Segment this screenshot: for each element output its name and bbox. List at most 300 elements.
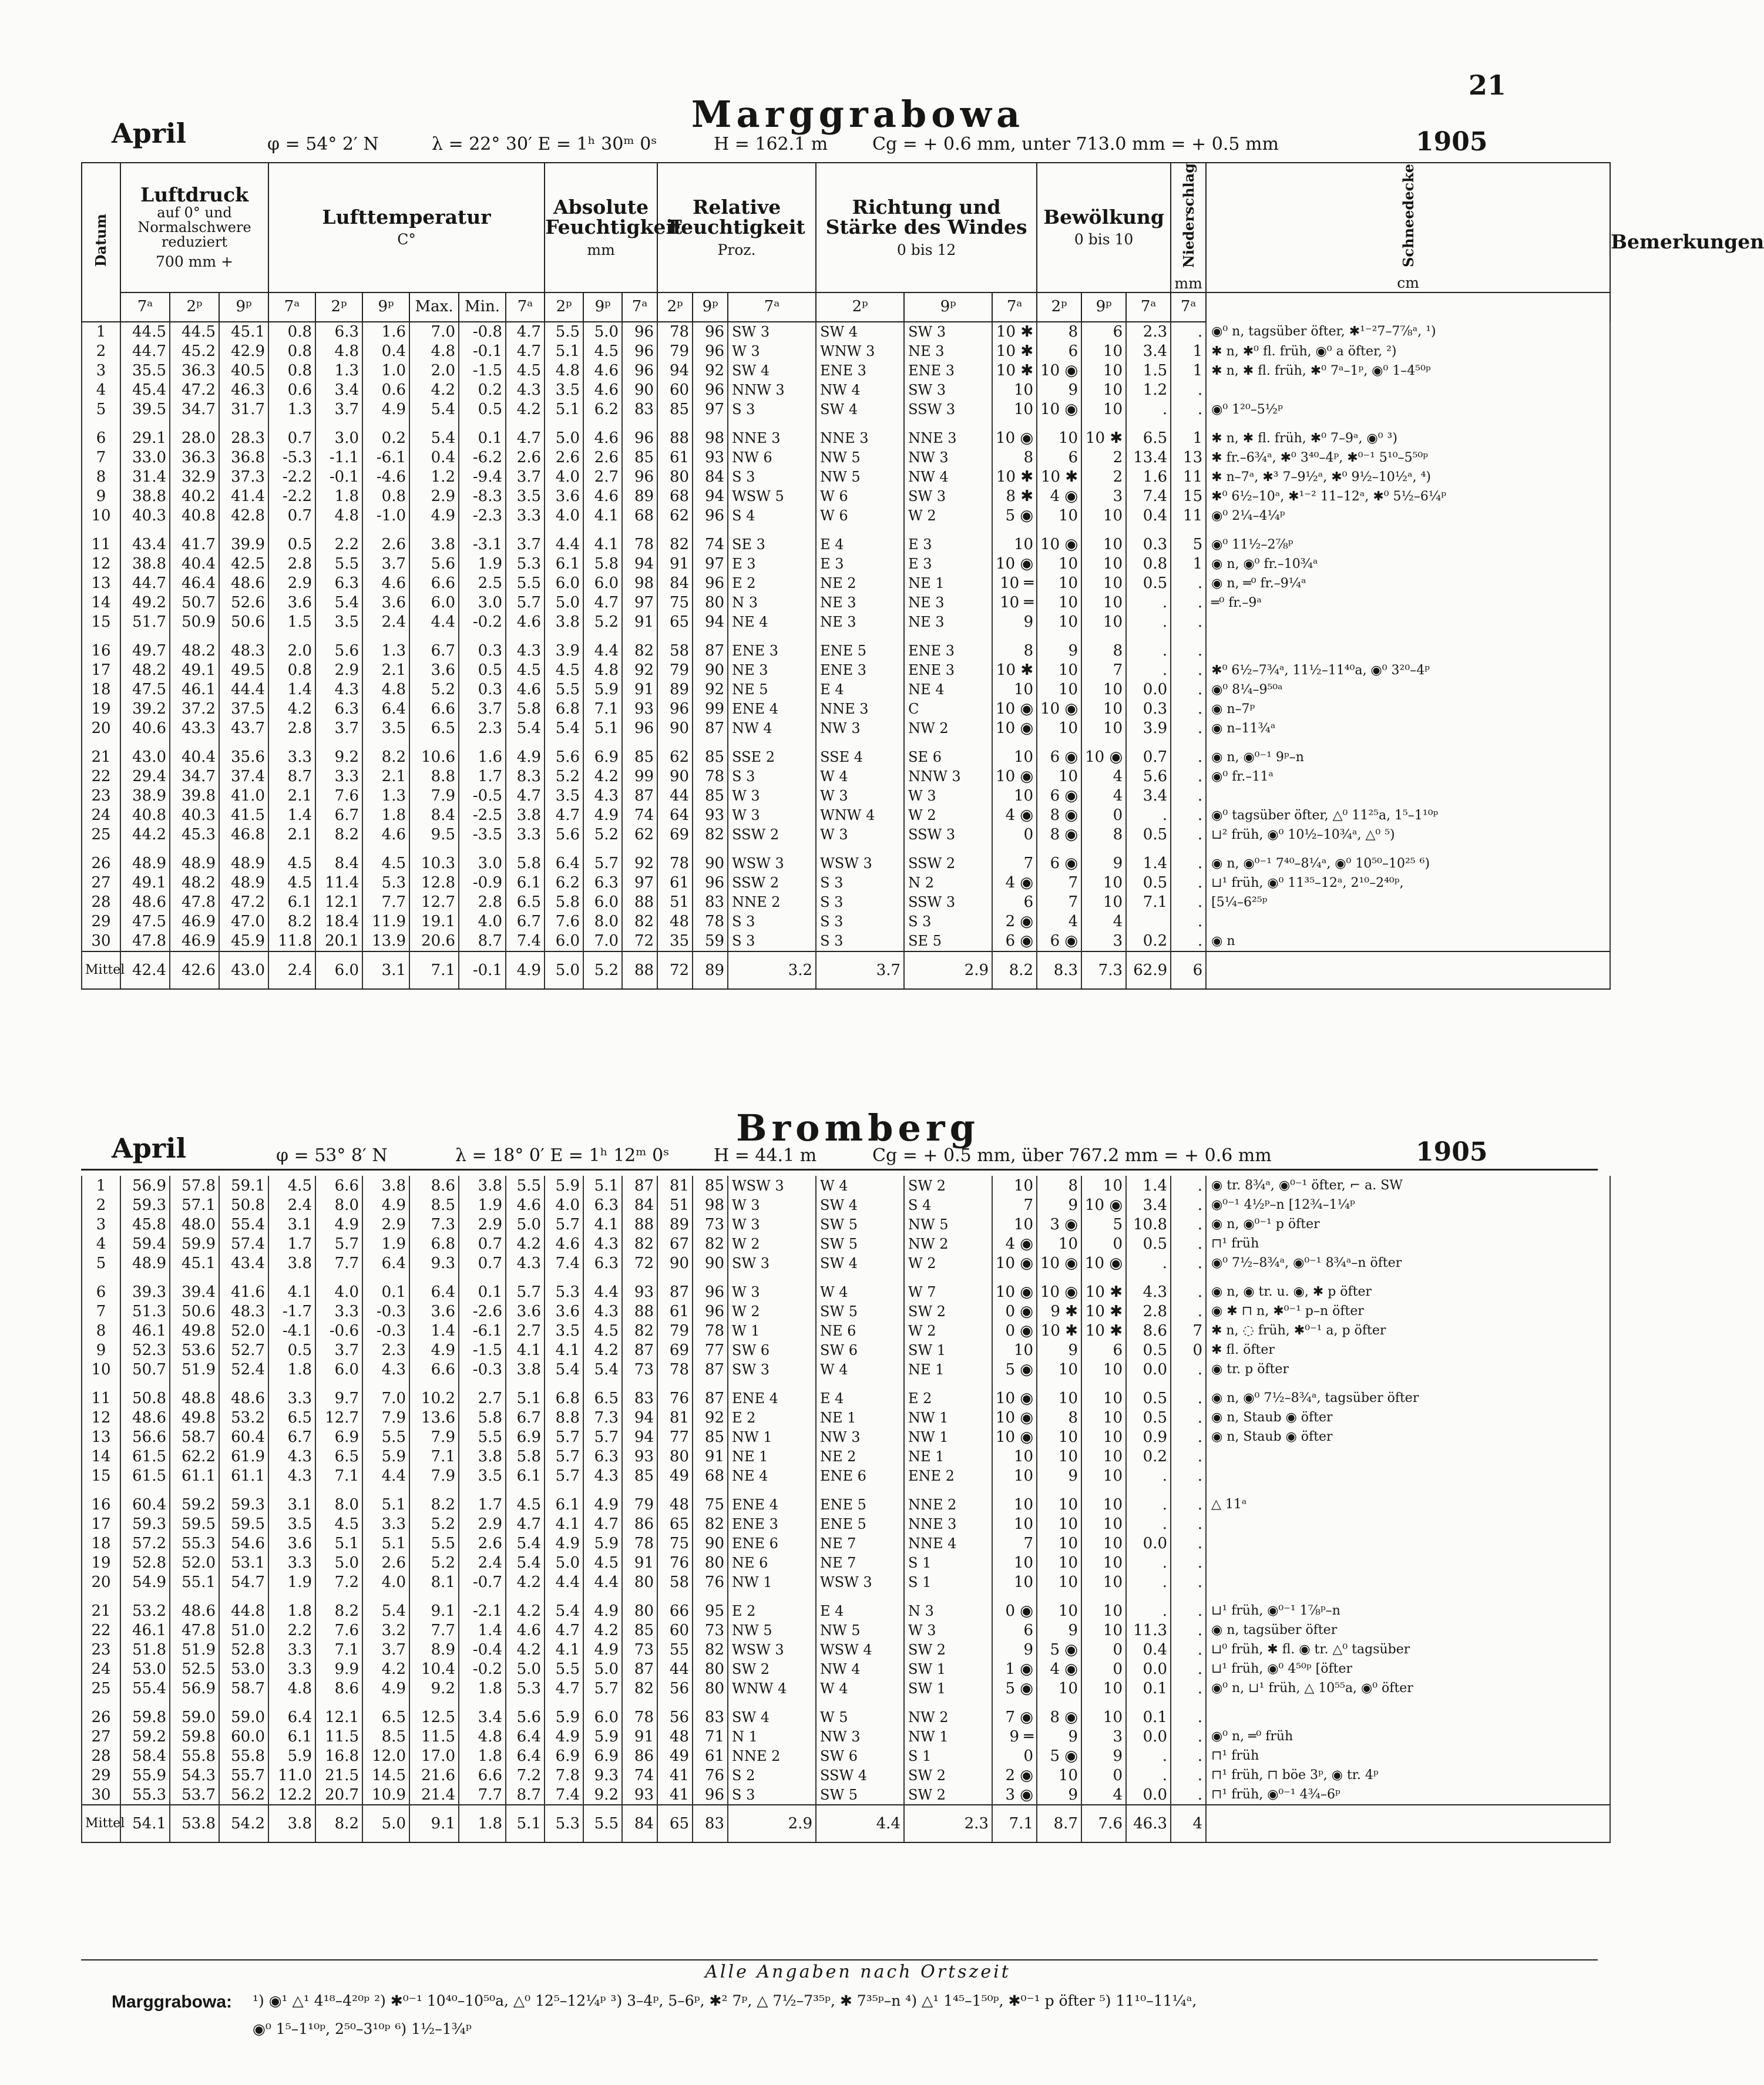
cloud-9p-cell: 10 xyxy=(1081,1679,1126,1698)
pressure-2p-cell: 46.4 xyxy=(170,574,219,593)
rel-hum-9p-cell: 78 xyxy=(693,912,728,931)
pressure-9p-cell: 54.6 xyxy=(219,1534,268,1553)
pressure-9p-cell: 41.6 xyxy=(219,1273,268,1302)
temp-9p-cell: 3.3 xyxy=(362,1514,409,1534)
temp-2p-cell: 2.2 xyxy=(315,526,362,554)
temp-9p-cell: 5.9 xyxy=(362,1447,409,1466)
temp-max-cell: 2.0 xyxy=(409,361,459,381)
day-cell: 22 xyxy=(82,1620,120,1640)
temp-2p-cell: 3.3 xyxy=(315,767,362,786)
temp-7a-cell: 3.6 xyxy=(268,1534,315,1553)
rel-hum-2p-cell: 90 xyxy=(657,1253,693,1273)
wind-9p-cell: NE 1 xyxy=(904,1447,992,1466)
cloud-7a-cell: 10 ═ xyxy=(992,593,1037,613)
abs-hum-2p-cell: 5.7 xyxy=(545,1466,583,1485)
temp-2p-cell: 3.7 xyxy=(315,1340,362,1360)
remarks-cell xyxy=(1206,912,1610,931)
wind-7a-cell: NNE 2 xyxy=(728,893,816,912)
snow-depth-cell: . xyxy=(1171,738,1206,767)
cloud-2p-cell: 10 ◉ xyxy=(1037,700,1081,719)
abs-hum-2p-cell: 6.2 xyxy=(545,873,583,893)
day-cell: 11 xyxy=(82,526,120,554)
cloud-9p-cell: 10 xyxy=(1081,506,1126,526)
wind-2p-cell: ENE 3 xyxy=(816,361,904,381)
snow-depth-cell: 5 xyxy=(1171,526,1206,554)
pressure-7a-cell: 59.4 xyxy=(120,1234,170,1253)
cloud-9p-cell: 0 xyxy=(1081,806,1126,825)
wind-9p-cell: ENE 3 xyxy=(904,361,992,381)
precipitation-cell: 10.8 xyxy=(1126,1215,1171,1234)
abs-hum-2p-cell: 4.6 xyxy=(545,1234,583,1253)
cloud-7a-cell: 9 ═ xyxy=(992,1727,1037,1746)
temp-7a-cell: 1.9 xyxy=(268,1572,315,1592)
abs-hum-2p-cell: 3.8 xyxy=(545,613,583,632)
cloud-9p-cell: 10 xyxy=(1081,381,1126,400)
temp-2p-cell: 20.1 xyxy=(315,931,362,951)
abs-hum-7a-cell: 5.0 xyxy=(506,1215,545,1234)
wind-7a-cell: WSW 3 xyxy=(728,1640,816,1659)
rel-hum-7a-cell: 84 xyxy=(622,1805,657,1842)
temp-min-cell: -0.3 xyxy=(459,1360,506,1379)
remarks-cell: ◉⁰ n, ⊔¹ früh, △ 10⁵⁵a, ◉⁰ öfter xyxy=(1206,1679,1610,1698)
wind-2p-cell: W 4 xyxy=(816,1679,904,1698)
pressure-2p-cell: 46.9 xyxy=(170,912,219,931)
snow-depth-cell: . xyxy=(1171,1553,1206,1572)
cloud-9p-cell: 3 xyxy=(1081,487,1126,506)
pressure-2p-cell: 50.7 xyxy=(170,593,219,613)
temp-9p-cell: 3.8 xyxy=(362,1176,409,1195)
precipitation-cell: 2.8 xyxy=(1126,1302,1171,1321)
wind-9p-cell: ENE 3 xyxy=(904,661,992,680)
temp-9p-cell: 6.4 xyxy=(362,1253,409,1273)
wind-7a-cell: N 3 xyxy=(728,593,816,613)
temp-min-cell: 2.3 xyxy=(459,719,506,738)
table-row xyxy=(82,554,1610,574)
cloud-9p-cell: 10 xyxy=(1081,1447,1126,1466)
cloud-2p-cell: 10 xyxy=(1037,574,1081,593)
table-row xyxy=(82,1698,1610,1727)
temp-max-cell: 7.7 xyxy=(409,1620,459,1640)
pressure-2p-cell: 51.9 xyxy=(170,1640,219,1659)
rel-hum-7a-cell: 85 xyxy=(622,448,657,468)
remarks-cell: ✱ n, ✱ fl. früh, ✱⁰ 7–9ᵃ, ◉⁰ ³) xyxy=(1206,419,1610,448)
remarks-cell: ✱ fr.–6¾ᵃ, ✱⁰ 3⁴⁰–4ᵖ, ✱⁰⁻¹ 5¹⁰–5⁵⁰ᵖ xyxy=(1206,448,1610,468)
temp-min-cell: -0.5 xyxy=(459,786,506,806)
remarks-cell: ═⁰ fr.–9ᵃ xyxy=(1206,593,1610,613)
rel-hum-7a-cell: 87 xyxy=(622,1340,657,1360)
rel-hum-9p-cell: 98 xyxy=(693,419,728,448)
cloud-7a-cell: 10 xyxy=(992,1447,1037,1466)
gravity-correction: Cg = + 0.6 mm, unter 713.0 mm = + 0.5 mm xyxy=(872,134,1279,154)
abs-hum-9p-cell: 6.5 xyxy=(583,1379,622,1408)
pressure-7a-cell: 48.6 xyxy=(120,1408,170,1427)
abs-hum-2p-cell: 6.8 xyxy=(545,700,583,719)
station-height: H = 44.1 m xyxy=(714,1145,817,1166)
cloud-7a-cell: 1 ◉ xyxy=(992,1659,1037,1679)
rel-hum-2p-cell: 72 xyxy=(657,951,693,989)
temp-max-cell: 10.6 xyxy=(409,738,459,767)
table-row xyxy=(82,1379,1610,1408)
wind-9p-cell: NW 5 xyxy=(904,1215,992,1234)
remarks-cell: ◉ n xyxy=(1206,931,1610,951)
cloud-9p-cell: 5 xyxy=(1081,1215,1126,1234)
wind-2p-cell: NW 5 xyxy=(816,448,904,468)
pressure-9p-cell: 46.3 xyxy=(219,381,268,400)
pressure-2p-cell: 54.3 xyxy=(170,1765,219,1785)
schneedecke-header: Schneedecke cm xyxy=(1206,163,1610,292)
wind-2p-cell: WSW 4 xyxy=(816,1640,904,1659)
cloud-2p-cell: 8 ◉ xyxy=(1037,806,1081,825)
cloud-9p-cell: 10 xyxy=(1081,400,1126,419)
remarks-cell: ⊓¹ früh xyxy=(1206,1234,1610,1253)
abs-hum-7a-cell: 4.6 xyxy=(506,1195,545,1215)
temp-2p-cell: 7.6 xyxy=(315,1620,362,1640)
temp-9p-cell: 7.0 xyxy=(362,1379,409,1408)
wind-2p-cell: WSW 3 xyxy=(816,1572,904,1592)
temp-7a-cell: 4.8 xyxy=(268,1679,315,1698)
pressure-7a-cell: 48.9 xyxy=(120,1253,170,1273)
cloud-7a-cell: 9 xyxy=(992,613,1037,632)
rel-hum-9p-cell: 80 xyxy=(693,1659,728,1679)
pressure-2p-cell: 32.9 xyxy=(170,468,219,487)
day-cell: 29 xyxy=(82,912,120,931)
day-cell: 17 xyxy=(82,1514,120,1534)
cloud-2p-cell: 7 xyxy=(1037,893,1081,912)
pressure-9p-cell: 60.4 xyxy=(219,1427,268,1447)
day-cell: 17 xyxy=(82,661,120,680)
temp-7a-cell: -1.7 xyxy=(268,1302,315,1321)
abs-hum-2p-cell: 4.4 xyxy=(545,526,583,554)
precipitation-cell: 1.4 xyxy=(1126,1176,1171,1195)
temp-7a-cell: 3.3 xyxy=(268,1640,315,1659)
cloud-2p-cell: 10 ◉ xyxy=(1037,361,1081,381)
wind-9p-cell: NW 2 xyxy=(904,1698,992,1727)
precipitation-cell: . xyxy=(1126,400,1171,419)
pressure-7a-cell: 59.3 xyxy=(120,1514,170,1534)
cloud-7a-cell: 10 ◉ xyxy=(992,1253,1037,1273)
wind-9p-cell: NW 4 xyxy=(904,468,992,487)
cloud-9p-cell: 10 xyxy=(1081,719,1126,738)
snow-depth-cell: . xyxy=(1171,1379,1206,1408)
rel-hum-7a-cell: 96 xyxy=(622,468,657,487)
pressure-2p-cell: 48.8 xyxy=(170,1379,219,1408)
rel-hum-9p-cell: 73 xyxy=(693,1215,728,1234)
wind-9p-cell: S 3 xyxy=(904,912,992,931)
wind-2p-cell: NE 2 xyxy=(816,574,904,593)
rel-hum-2p-cell: 84 xyxy=(657,574,693,593)
temp-9p-cell: 3.2 xyxy=(362,1620,409,1640)
cloud-7a-cell: 8.2 xyxy=(992,951,1037,989)
pressure-9p-cell: 45.1 xyxy=(219,322,268,342)
station-title-marggrabowa: Marggrabowa xyxy=(691,93,1025,136)
rel-hum-9p-cell: 61 xyxy=(693,1746,728,1765)
temp-2p-cell: 1.8 xyxy=(315,487,362,506)
cloud-2p-cell: 8.7 xyxy=(1037,1805,1081,1842)
rel-hum-9p-cell: 68 xyxy=(693,1466,728,1485)
wind-2p-cell: SW 4 xyxy=(816,1195,904,1215)
precipitation-cell: . xyxy=(1126,1466,1171,1485)
cloud-2p-cell: 10 xyxy=(1037,661,1081,680)
abs-hum-2p-cell: 4.7 xyxy=(545,1620,583,1640)
snow-depth-cell: . xyxy=(1171,1485,1206,1514)
abs-hum-7a-cell: 4.2 xyxy=(506,400,545,419)
abs-hum-9p-cell: 7.1 xyxy=(583,700,622,719)
temp-7a-cell: 8.7 xyxy=(268,767,315,786)
temp-min-cell: 3.4 xyxy=(459,1698,506,1727)
wind-2p-cell: E 3 xyxy=(816,554,904,574)
rel-hum-2p-cell: 89 xyxy=(657,680,693,700)
wind-7a-cell: NW 6 xyxy=(728,448,816,468)
temp-max-cell: 8.9 xyxy=(409,1640,459,1659)
wind-9p-cell: NE 4 xyxy=(904,680,992,700)
rel-hum-2p-cell: 80 xyxy=(657,1447,693,1466)
pressure-7a-cell: 47.8 xyxy=(120,931,170,951)
remarks-cell: [5¼–6²⁵ᵖ xyxy=(1206,893,1610,912)
table-row xyxy=(82,1273,1610,1302)
precipitation-cell: 0.4 xyxy=(1126,1640,1171,1659)
precipitation-cell: 0.2 xyxy=(1126,931,1171,951)
pressure-7a-cell: 52.3 xyxy=(120,1340,170,1360)
wind-9p-cell: SW 2 xyxy=(904,1302,992,1321)
precipitation-cell: 1.2 xyxy=(1126,381,1171,400)
temp-9p-cell: -6.1 xyxy=(362,448,409,468)
wind-9p-cell: 2.9 xyxy=(904,951,992,989)
rel-hum-9p-cell: 82 xyxy=(693,825,728,845)
page-number: 21 xyxy=(1469,69,1507,101)
table-row xyxy=(82,1427,1610,1447)
rel-hum-7a-cell: 88 xyxy=(622,1302,657,1321)
abs-hum-2p-cell: 5.5 xyxy=(545,1659,583,1679)
pressure-7a-cell: 49.2 xyxy=(120,593,170,613)
pressure-2p-cell: 40.4 xyxy=(170,554,219,574)
precipitation-cell: 0.3 xyxy=(1126,700,1171,719)
temp-min-cell: -0.1 xyxy=(459,951,506,989)
pressure-2p-cell: 37.2 xyxy=(170,700,219,719)
pressure-9p-cell: 36.8 xyxy=(219,448,268,468)
precipitation-cell: 0.2 xyxy=(1126,1447,1171,1466)
cloud-9p-cell: 10 xyxy=(1081,1514,1126,1534)
day-cell: 21 xyxy=(82,738,120,767)
abs-hum-9p-cell: 4.7 xyxy=(583,593,622,613)
wind-7a-cell: SW 2 xyxy=(728,1659,816,1679)
cloud-2p-cell: 10 ✱ xyxy=(1037,1321,1081,1340)
abs-hum-9p-cell: 4.6 xyxy=(583,381,622,400)
remarks-cell: ✱⁰ 6½–10ᵃ, ✱¹⁻² 11–12ᵃ, ✱⁰ 5½–6¼ᵖ xyxy=(1206,487,1610,506)
luftdruck-header: Luftdruck auf 0° und Normalschwere reduziert 700 mm + xyxy=(120,163,268,292)
table-row xyxy=(82,1408,1610,1427)
rel-hum-7a-cell: 97 xyxy=(622,873,657,893)
temp-2p-cell: 6.0 xyxy=(315,1360,362,1379)
temp-max-cell: 8.6 xyxy=(409,1176,459,1195)
pressure-7a-cell: 49.7 xyxy=(120,632,170,661)
wind-2p-cell: E 4 xyxy=(816,1592,904,1620)
cloud-2p-cell: 10 ◉ xyxy=(1037,1253,1081,1273)
remarks-cell: ⊓¹ früh xyxy=(1206,1746,1610,1765)
temp-9p-cell: 3.7 xyxy=(362,554,409,574)
temp-min-cell: 1.8 xyxy=(459,1746,506,1765)
temp-max-cell: 4.8 xyxy=(409,342,459,361)
cloud-7a-cell: 0 ◉ xyxy=(992,1592,1037,1620)
wind-9p-cell: SW 3 xyxy=(904,322,992,342)
wind-7a-cell: N 1 xyxy=(728,1727,816,1746)
temp-9p-cell: 5.5 xyxy=(362,1427,409,1447)
abs-hum-9p-cell: 4.2 xyxy=(583,767,622,786)
rel-hum-9p-cell: 96 xyxy=(693,873,728,893)
temp-9p-cell: 12.0 xyxy=(362,1746,409,1765)
wind-7a-cell: ENE 3 xyxy=(728,1514,816,1534)
table-row xyxy=(82,767,1610,786)
day-cell: 30 xyxy=(82,931,120,951)
cloud-2p-cell: 4 ◉ xyxy=(1037,487,1081,506)
temp-2p-cell: 21.5 xyxy=(315,1765,362,1785)
table-row xyxy=(82,632,1610,661)
temp-max-cell: 20.6 xyxy=(409,931,459,951)
wind-2p-cell: SW 6 xyxy=(816,1340,904,1360)
pressure-9p-cell: 53.2 xyxy=(219,1408,268,1427)
temp-2p-cell: 11.5 xyxy=(315,1727,362,1746)
abs-hum-7a-cell: 4.3 xyxy=(506,1253,545,1273)
abs-hum-9p-cell: 4.4 xyxy=(583,1572,622,1592)
abs-hum-7a-cell: 5.1 xyxy=(506,1805,545,1842)
remarks-cell: ◉ n, ◉⁰⁻¹ 7⁴⁰–8¼ᵃ, ◉⁰ 10⁵⁰–10²⁵ ⁶) xyxy=(1206,845,1610,873)
day-cell: 7 xyxy=(82,1302,120,1321)
temp-2p-cell: 8.0 xyxy=(315,1485,362,1514)
snow-depth-cell: . xyxy=(1171,719,1206,738)
wind-7a-cell: NE 4 xyxy=(728,613,816,632)
pressure-7a-cell: 52.8 xyxy=(120,1553,170,1572)
temp-2p-cell: 5.7 xyxy=(315,1234,362,1253)
cloud-2p-cell: 10 xyxy=(1037,1427,1081,1447)
wind-2p-cell: W 5 xyxy=(816,1698,904,1727)
snow-depth-cell: . xyxy=(1171,1592,1206,1620)
abs-hum-7a-cell: 4.1 xyxy=(506,1340,545,1360)
table-row xyxy=(82,661,1610,680)
rel-hum-9p-cell: 90 xyxy=(693,1534,728,1553)
wind-9p-cell: NE 1 xyxy=(904,1360,992,1379)
wind-7a-cell: S 3 xyxy=(728,912,816,931)
wind-2p-cell: SW 5 xyxy=(816,1302,904,1321)
cloud-7a-cell: 4 ◉ xyxy=(992,1234,1037,1253)
cloud-2p-cell: 6 ◉ xyxy=(1037,845,1081,873)
remarks-cell: ◉⁰ n, tagsüber öfter, ✱¹⁻²7–7⅞ᵃ, ¹) xyxy=(1206,322,1610,342)
temp-7a-cell: 2.9 xyxy=(268,574,315,593)
day-cell: 28 xyxy=(82,1746,120,1765)
rel-hum-9p-cell: 93 xyxy=(693,806,728,825)
temp-9p-cell: 7.9 xyxy=(362,1408,409,1427)
temp-7a-cell: 6.5 xyxy=(268,1408,315,1427)
temp-min-cell: 2.8 xyxy=(459,893,506,912)
temp-9p-cell: 3.7 xyxy=(362,1640,409,1659)
temp-min-cell: -2.5 xyxy=(459,806,506,825)
rel-hum-7a-cell: 94 xyxy=(622,1427,657,1447)
abs-hum-7a-cell: 5.4 xyxy=(506,719,545,738)
cloud-7a-cell: 10 xyxy=(992,400,1037,419)
rel-hum-7a-cell: 84 xyxy=(622,1195,657,1215)
mean-row xyxy=(82,1805,1610,1842)
abs-hum-7a-cell: 4.2 xyxy=(506,1640,545,1659)
table-row xyxy=(82,1727,1610,1746)
latitude: φ = 53° 8′ N xyxy=(276,1145,388,1166)
temp-7a-cell: 1.4 xyxy=(268,806,315,825)
cloud-2p-cell: 4 ◉ xyxy=(1037,1659,1081,1679)
abs-hum-2p-cell: 5.8 xyxy=(545,893,583,912)
abs-hum-2p-cell: 4.9 xyxy=(545,1534,583,1553)
day-cell: 16 xyxy=(82,1485,120,1514)
pressure-7a-cell: 55.3 xyxy=(120,1785,170,1805)
rel-hum-9p-cell: 90 xyxy=(693,845,728,873)
wind-9p-cell: W 2 xyxy=(904,1321,992,1340)
rel-hum-7a-cell: 86 xyxy=(622,1514,657,1534)
temp-max-cell: 0.4 xyxy=(409,448,459,468)
rel-hum-9p-cell: 77 xyxy=(693,1340,728,1360)
precipitation-cell: 7.1 xyxy=(1126,893,1171,912)
remarks-cell: ✱ n, ✱ fl. früh, ✱⁰ 7ᵃ–1ᵖ, ◉⁰ 1–4⁵⁰ᵖ xyxy=(1206,361,1610,381)
cloud-9p-cell: 2 xyxy=(1081,448,1126,468)
remarks-cell: ◉ n–11¾ᵃ xyxy=(1206,719,1610,738)
abs-hum-9p-cell: 6.9 xyxy=(583,738,622,767)
rel-hum-7a-cell: 87 xyxy=(622,1659,657,1679)
snow-depth-cell: . xyxy=(1171,1746,1206,1765)
wind-7a-cell: ENE 4 xyxy=(728,1485,816,1514)
wind-2p-cell: W 6 xyxy=(816,506,904,526)
precipitation-cell: 0.0 xyxy=(1126,680,1171,700)
temp-min-cell: -8.3 xyxy=(459,487,506,506)
cloud-9p-cell: 10 xyxy=(1081,1379,1126,1408)
rel-hum-7a-cell: 72 xyxy=(622,1253,657,1273)
rel-hum-2p-cell: 85 xyxy=(657,400,693,419)
pressure-2p-cell: 40.4 xyxy=(170,738,219,767)
rel-hum-2p-cell: 51 xyxy=(657,1195,693,1215)
pressure-9p-cell: 48.3 xyxy=(219,1302,268,1321)
cloud-7a-cell: 10 xyxy=(992,1553,1037,1572)
abs-hum-9p-cell: 5.7 xyxy=(583,1679,622,1698)
pressure-2p-cell: 48.2 xyxy=(170,873,219,893)
temp-2p-cell: 5.6 xyxy=(315,632,362,661)
rel-hum-2p-cell: 88 xyxy=(657,419,693,448)
day-cell: 4 xyxy=(82,381,120,400)
cloud-7a-cell: 10 xyxy=(992,738,1037,767)
pressure-2p-cell: 59.5 xyxy=(170,1514,219,1534)
wind-9p-cell: 2.3 xyxy=(904,1805,992,1842)
temp-2p-cell: 1.3 xyxy=(315,361,362,381)
snow-depth-cell: . xyxy=(1171,1360,1206,1379)
pressure-9p-cell: 55.7 xyxy=(219,1765,268,1785)
pressure-9p-cell: 47.2 xyxy=(219,893,268,912)
rel-hum-7a-cell: 82 xyxy=(622,912,657,931)
pressure-2p-cell: 62.2 xyxy=(170,1447,219,1466)
cloud-7a-cell: 5 ◉ xyxy=(992,1360,1037,1379)
abs-hum-7a-cell: 8.3 xyxy=(506,767,545,786)
temp-min-cell: 0.5 xyxy=(459,400,506,419)
rel-hum-7a-cell: 88 xyxy=(622,893,657,912)
cloud-7a-cell: 10 ◉ xyxy=(992,700,1037,719)
snow-depth-cell: . xyxy=(1171,700,1206,719)
temp-7a-cell: 0.8 xyxy=(268,661,315,680)
precipitation-cell: 0.5 xyxy=(1126,1408,1171,1427)
pressure-7a-cell: 48.6 xyxy=(120,893,170,912)
footnote-label: Marggrabowa: xyxy=(112,1992,233,2012)
rel-hum-9p-cell: 99 xyxy=(693,700,728,719)
cloud-9p-cell: 10 xyxy=(1081,1408,1126,1427)
day-cell: 9 xyxy=(82,487,120,506)
rel-hum-9p-cell: 83 xyxy=(693,893,728,912)
abs-hum-2p-cell: 3.5 xyxy=(545,1321,583,1340)
pressure-9p-cell: 55.4 xyxy=(219,1215,268,1234)
rel-hum-7a-cell: 85 xyxy=(622,738,657,767)
temp-9p-cell: 2.4 xyxy=(362,613,409,632)
rel-hum-2p-cell: 61 xyxy=(657,448,693,468)
wind-9p-cell: W 2 xyxy=(904,1253,992,1273)
